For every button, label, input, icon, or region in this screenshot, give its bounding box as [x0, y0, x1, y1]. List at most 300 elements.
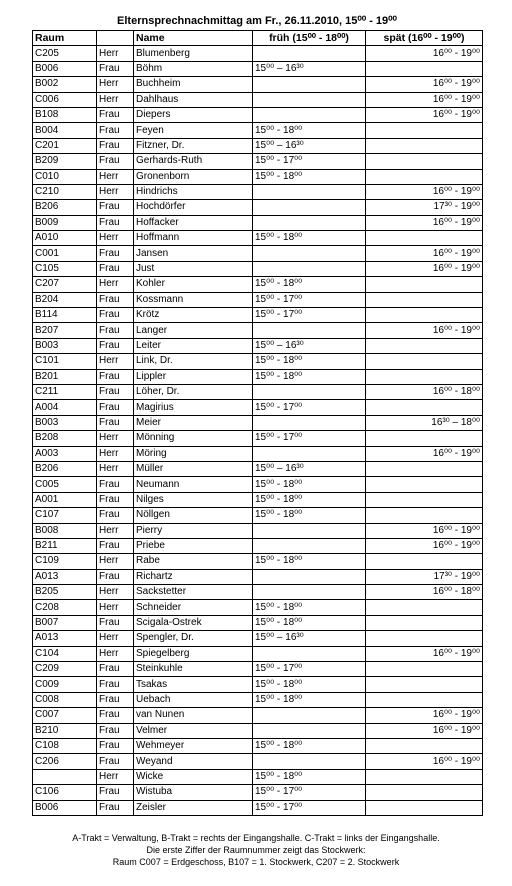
cell-name: Dahlhaus — [134, 92, 253, 107]
cell-name: Just — [134, 261, 253, 276]
cell-raum: C108 — [33, 738, 97, 753]
cell-name: Wehmeyer — [134, 738, 253, 753]
cell-name: Kohler — [134, 277, 253, 292]
cell-spaet: 16⁰⁰ - 19⁰⁰ — [366, 246, 483, 261]
cell-frueh — [253, 523, 366, 538]
cell-frueh: 15⁰⁰ - 17⁰⁰ — [253, 431, 366, 446]
cell-frueh: 15⁰⁰ – 16³⁰ — [253, 61, 366, 76]
cell-spaet — [366, 738, 483, 753]
cell-name: Zeisler — [134, 800, 253, 815]
cell-frueh — [253, 92, 366, 107]
table-row — [33, 769, 483, 784]
cell-raum: C208 — [33, 600, 97, 615]
table-row — [33, 662, 483, 677]
cell-frueh — [253, 569, 366, 584]
cell-raum: B004 — [33, 123, 97, 138]
header-spaet: spät (16⁰⁰ - 19⁰⁰) — [366, 31, 483, 46]
cell-spaet: 16⁰⁰ - 18⁰⁰ — [366, 384, 483, 399]
table-row — [33, 585, 483, 600]
cell-spaet — [366, 461, 483, 476]
table-row — [33, 231, 483, 246]
cell-frueh — [253, 261, 366, 276]
cell-spaet: 17³⁰ - 19⁰⁰ — [366, 200, 483, 215]
cell-anrede: Frau — [97, 738, 134, 753]
cell-name: Hochdörfer — [134, 200, 253, 215]
cell-anrede: Frau — [97, 369, 134, 384]
table-row — [33, 400, 483, 415]
table-row — [33, 738, 483, 753]
cell-anrede: Frau — [97, 708, 134, 723]
cell-anrede: Frau — [97, 246, 134, 261]
cell-raum: C005 — [33, 477, 97, 492]
header-frueh: früh (15⁰⁰ - 18⁰⁰) — [253, 31, 366, 46]
cell-spaet — [366, 615, 483, 630]
cell-spaet — [366, 692, 483, 707]
cell-raum: B009 — [33, 215, 97, 230]
cell-anrede: Herr — [97, 184, 134, 199]
table-row — [33, 61, 483, 76]
cell-spaet — [366, 292, 483, 307]
cell-frueh: 15⁰⁰ - 17⁰⁰ — [253, 785, 366, 800]
table-header-row — [33, 31, 483, 46]
cell-anrede: Herr — [97, 446, 134, 461]
table-row — [33, 292, 483, 307]
cell-raum: C201 — [33, 138, 97, 153]
cell-frueh — [253, 246, 366, 261]
cell-frueh — [253, 754, 366, 769]
cell-frueh — [253, 585, 366, 600]
cell-frueh: 15⁰⁰ - 18⁰⁰ — [253, 769, 366, 784]
cell-raum: C106 — [33, 785, 97, 800]
cell-raum: C109 — [33, 554, 97, 569]
cell-anrede: Herr — [97, 523, 134, 538]
cell-name: Magirius — [134, 400, 253, 415]
cell-frueh: 15⁰⁰ - 18⁰⁰ — [253, 677, 366, 692]
table-row — [33, 184, 483, 199]
cell-spaet: 16⁰⁰ - 19⁰⁰ — [366, 184, 483, 199]
cell-frueh — [253, 708, 366, 723]
table-row — [33, 138, 483, 153]
cell-frueh — [253, 215, 366, 230]
cell-spaet — [366, 631, 483, 646]
cell-spaet — [366, 677, 483, 692]
cell-frueh: 15⁰⁰ – 16³⁰ — [253, 461, 366, 476]
cell-raum: C210 — [33, 184, 97, 199]
table-row — [33, 723, 483, 738]
cell-anrede: Frau — [97, 677, 134, 692]
cell-spaet: 16⁰⁰ - 19⁰⁰ — [366, 261, 483, 276]
cell-name: Lippler — [134, 369, 253, 384]
cell-frueh: 15⁰⁰ - 17⁰⁰ — [253, 154, 366, 169]
cell-spaet — [366, 477, 483, 492]
cell-anrede: Frau — [97, 615, 134, 630]
cell-name: Böhm — [134, 61, 253, 76]
cell-frueh: 15⁰⁰ - 18⁰⁰ — [253, 492, 366, 507]
cell-name: Wicke — [134, 769, 253, 784]
cell-name: Hoffacker — [134, 215, 253, 230]
cell-spaet: 16⁰⁰ - 19⁰⁰ — [366, 107, 483, 122]
cell-raum: B114 — [33, 308, 97, 323]
table-row — [33, 246, 483, 261]
cell-raum: B209 — [33, 154, 97, 169]
cell-anrede: Herr — [97, 461, 134, 476]
cell-frueh: 15⁰⁰ - 17⁰⁰ — [253, 308, 366, 323]
cell-anrede: Frau — [97, 800, 134, 815]
table-row — [33, 692, 483, 707]
cell-name: Tsakas — [134, 677, 253, 692]
table-row — [33, 754, 483, 769]
table-row — [33, 554, 483, 569]
cell-frueh — [253, 384, 366, 399]
cell-spaet — [366, 338, 483, 353]
cell-anrede: Herr — [97, 46, 134, 61]
cell-spaet: 16⁰⁰ - 19⁰⁰ — [366, 446, 483, 461]
cell-name: Fitzner, Dr. — [134, 138, 253, 153]
cell-raum: C209 — [33, 662, 97, 677]
cell-spaet: 17³⁰ - 19⁰⁰ — [366, 569, 483, 584]
cell-raum: B008 — [33, 523, 97, 538]
cell-frueh — [253, 323, 366, 338]
cell-raum: C001 — [33, 246, 97, 261]
cell-spaet: 16⁰⁰ - 19⁰⁰ — [366, 723, 483, 738]
table-row — [33, 569, 483, 584]
cell-raum: B206 — [33, 200, 97, 215]
cell-anrede: Frau — [97, 200, 134, 215]
table-row — [33, 446, 483, 461]
cell-name: Nilges — [134, 492, 253, 507]
cell-raum: B006 — [33, 61, 97, 76]
table-row — [33, 354, 483, 369]
cell-raum: B211 — [33, 538, 97, 553]
cell-anrede: Herr — [97, 585, 134, 600]
table-row — [33, 46, 483, 61]
cell-raum: B201 — [33, 369, 97, 384]
cell-name: Schneider — [134, 600, 253, 615]
cell-anrede: Frau — [97, 785, 134, 800]
cell-raum: A013 — [33, 569, 97, 584]
cell-name: Buchheim — [134, 77, 253, 92]
cell-raum: C107 — [33, 508, 97, 523]
cell-raum: B003 — [33, 338, 97, 353]
cell-spaet: 16⁰⁰ - 19⁰⁰ — [366, 754, 483, 769]
cell-anrede: Frau — [97, 538, 134, 553]
cell-frueh: 15⁰⁰ - 17⁰⁰ — [253, 400, 366, 415]
table-row — [33, 646, 483, 661]
cell-spaet — [366, 277, 483, 292]
cell-frueh: 15⁰⁰ - 18⁰⁰ — [253, 477, 366, 492]
document-sheet — [32, 12, 482, 816]
cell-frueh: 15⁰⁰ – 16³⁰ — [253, 631, 366, 646]
cell-anrede: Frau — [97, 400, 134, 415]
cell-frueh: 15⁰⁰ - 18⁰⁰ — [253, 354, 366, 369]
cell-raum: B206 — [33, 461, 97, 476]
table-row — [33, 123, 483, 138]
cell-raum: B002 — [33, 77, 97, 92]
cell-raum: B006 — [33, 800, 97, 815]
cell-anrede: Frau — [97, 261, 134, 276]
cell-name: Gronenborn — [134, 169, 253, 184]
cell-spaet: 16⁰⁰ - 19⁰⁰ — [366, 646, 483, 661]
cell-name: Krötz — [134, 308, 253, 323]
cell-frueh: 15⁰⁰ - 18⁰⁰ — [253, 738, 366, 753]
cell-name: Mönning — [134, 431, 253, 446]
cell-name: Velmer — [134, 723, 253, 738]
cell-anrede: Herr — [97, 600, 134, 615]
table-row — [33, 338, 483, 353]
cell-frueh — [253, 415, 366, 430]
table-row — [33, 308, 483, 323]
cell-anrede: Herr — [97, 169, 134, 184]
cell-raum: B205 — [33, 585, 97, 600]
cell-anrede: Herr — [97, 354, 134, 369]
cell-name: van Nunen — [134, 708, 253, 723]
cell-frueh: 15⁰⁰ – 16³⁰ — [253, 138, 366, 153]
document-title: Elternsprechnachmittag am Fr., 26.11.2010, 15⁰⁰ - 19⁰⁰ — [117, 15, 397, 27]
table-row — [33, 785, 483, 800]
cell-frueh — [253, 107, 366, 122]
cell-anrede: Frau — [97, 415, 134, 430]
cell-raum: B003 — [33, 415, 97, 430]
table-row — [33, 92, 483, 107]
cell-raum: A010 — [33, 231, 97, 246]
table-row — [33, 492, 483, 507]
table-row — [33, 631, 483, 646]
cell-spaet: 16⁰⁰ - 19⁰⁰ — [366, 92, 483, 107]
cell-raum: B210 — [33, 723, 97, 738]
cell-anrede: Frau — [97, 215, 134, 230]
cell-frueh: 15⁰⁰ - 17⁰⁰ — [253, 292, 366, 307]
footer-line-1: A-Trakt = Verwaltung, B-Trakt = rechts der Eingangshalle. C-Trakt = links der Eingangshalle. — [72, 833, 440, 843]
cell-raum: C105 — [33, 261, 97, 276]
cell-spaet — [366, 354, 483, 369]
cell-anrede: Frau — [97, 338, 134, 353]
cell-anrede: Frau — [97, 723, 134, 738]
cell-spaet: 16³⁰ – 18⁰⁰ — [366, 415, 483, 430]
cell-raum: C007 — [33, 708, 97, 723]
cell-anrede: Herr — [97, 231, 134, 246]
cell-name: Möring — [134, 446, 253, 461]
cell-anrede: Frau — [97, 384, 134, 399]
cell-spaet: 16⁰⁰ - 19⁰⁰ — [366, 323, 483, 338]
cell-spaet — [366, 400, 483, 415]
cell-anrede: Herr — [97, 431, 134, 446]
cell-raum: C205 — [33, 46, 97, 61]
cell-raum: C010 — [33, 169, 97, 184]
table-row — [33, 461, 483, 476]
cell-name: Gerhards-Ruth — [134, 154, 253, 169]
cell-raum: A004 — [33, 400, 97, 415]
cell-anrede: Frau — [97, 477, 134, 492]
cell-name: Kossmann — [134, 292, 253, 307]
cell-name: Weyand — [134, 754, 253, 769]
table-row — [33, 200, 483, 215]
cell-spaet — [366, 785, 483, 800]
cell-spaet — [366, 800, 483, 815]
cell-frueh: 15⁰⁰ – 16³⁰ — [253, 338, 366, 353]
cell-anrede: Frau — [97, 154, 134, 169]
cell-raum: C009 — [33, 677, 97, 692]
table-row — [33, 508, 483, 523]
cell-name: Sackstetter — [134, 585, 253, 600]
table-row — [33, 538, 483, 553]
cell-frueh — [253, 77, 366, 92]
cell-name: Spiegelberg — [134, 646, 253, 661]
schedule-table — [32, 30, 483, 816]
cell-raum: B007 — [33, 615, 97, 630]
cell-spaet — [366, 123, 483, 138]
cell-frueh: 15⁰⁰ - 18⁰⁰ — [253, 123, 366, 138]
footer-line-2: Die erste Ziffer der Raumnummer zeigt das Stockwerk: — [146, 845, 366, 855]
table-row — [33, 369, 483, 384]
cell-frueh — [253, 723, 366, 738]
cell-raum: C207 — [33, 277, 97, 292]
header-anrede — [97, 31, 134, 46]
cell-anrede: Frau — [97, 692, 134, 707]
table-row — [33, 261, 483, 276]
table-row — [33, 277, 483, 292]
cell-name: Pierry — [134, 523, 253, 538]
header-name: Name — [134, 31, 253, 46]
table-row — [33, 677, 483, 692]
cell-raum: C206 — [33, 754, 97, 769]
cell-anrede: Frau — [97, 492, 134, 507]
cell-raum: B208 — [33, 431, 97, 446]
cell-spaet — [366, 231, 483, 246]
cell-name: Jansen — [134, 246, 253, 261]
cell-raum: B108 — [33, 107, 97, 122]
cell-name: Priebe — [134, 538, 253, 553]
header-raum: Raum — [33, 31, 97, 46]
cell-spaet — [366, 662, 483, 677]
cell-raum: A003 — [33, 446, 97, 461]
footer-note — [0, 832, 512, 868]
cell-name: Wistuba — [134, 785, 253, 800]
cell-frueh — [253, 538, 366, 553]
cell-name: Meier — [134, 415, 253, 430]
cell-raum: B207 — [33, 323, 97, 338]
table-row — [33, 615, 483, 630]
table-row — [33, 323, 483, 338]
table-row — [33, 431, 483, 446]
table-row — [33, 154, 483, 169]
table-row — [33, 169, 483, 184]
cell-spaet — [366, 308, 483, 323]
cell-spaet — [366, 169, 483, 184]
cell-name: Blumenberg — [134, 46, 253, 61]
table-row — [33, 708, 483, 723]
cell-name: Diepers — [134, 107, 253, 122]
cell-anrede: Frau — [97, 754, 134, 769]
cell-anrede: Herr — [97, 646, 134, 661]
cell-raum: C008 — [33, 692, 97, 707]
table-row — [33, 215, 483, 230]
cell-frueh: 15⁰⁰ - 18⁰⁰ — [253, 369, 366, 384]
table-row — [33, 384, 483, 399]
cell-spaet: 16⁰⁰ - 19⁰⁰ — [366, 77, 483, 92]
cell-name: Neumann — [134, 477, 253, 492]
cell-frueh — [253, 446, 366, 461]
cell-frueh: 15⁰⁰ - 18⁰⁰ — [253, 554, 366, 569]
cell-frueh — [253, 646, 366, 661]
cell-name: Langer — [134, 323, 253, 338]
cell-anrede: Frau — [97, 123, 134, 138]
cell-anrede: Frau — [97, 569, 134, 584]
cell-name: Scigala-Ostrek — [134, 615, 253, 630]
cell-raum: A001 — [33, 492, 97, 507]
cell-anrede: Herr — [97, 277, 134, 292]
cell-anrede: Frau — [97, 61, 134, 76]
cell-name: Nöllgen — [134, 508, 253, 523]
cell-anrede: Herr — [97, 554, 134, 569]
cell-spaet: 16⁰⁰ - 19⁰⁰ — [366, 215, 483, 230]
cell-frueh: 15⁰⁰ - 18⁰⁰ — [253, 231, 366, 246]
cell-name: Hindrichs — [134, 184, 253, 199]
table-row — [33, 523, 483, 538]
table-row — [33, 107, 483, 122]
cell-anrede: Frau — [97, 138, 134, 153]
cell-spaet — [366, 769, 483, 784]
cell-spaet — [366, 61, 483, 76]
cell-name: Löher, Dr. — [134, 384, 253, 399]
cell-spaet: 16⁰⁰ - 18⁰⁰ — [366, 585, 483, 600]
table-row — [33, 477, 483, 492]
cell-anrede: Frau — [97, 308, 134, 323]
cell-frueh: 15⁰⁰ - 18⁰⁰ — [253, 508, 366, 523]
cell-anrede: Herr — [97, 769, 134, 784]
cell-raum: A013 — [33, 631, 97, 646]
cell-name: Hoffmann — [134, 231, 253, 246]
cell-spaet — [366, 138, 483, 153]
cell-anrede: Herr — [97, 77, 134, 92]
cell-anrede: Frau — [97, 107, 134, 122]
cell-raum: C104 — [33, 646, 97, 661]
cell-spaet: 16⁰⁰ - 19⁰⁰ — [366, 523, 483, 538]
cell-name: Spengler, Dr. — [134, 631, 253, 646]
cell-frueh: 15⁰⁰ - 17⁰⁰ — [253, 662, 366, 677]
cell-spaet — [366, 492, 483, 507]
cell-name: Rabe — [134, 554, 253, 569]
cell-raum: C211 — [33, 384, 97, 399]
cell-anrede: Frau — [97, 662, 134, 677]
cell-frueh — [253, 184, 366, 199]
cell-name: Richartz — [134, 569, 253, 584]
table-row — [33, 77, 483, 92]
footer-line-3: Raum C007 = Erdgeschoss, B107 = 1. Stockwerk, C207 = 2. Stockwerk — [112, 857, 400, 867]
cell-raum — [33, 769, 97, 784]
table-row — [33, 600, 483, 615]
cell-name: Müller — [134, 461, 253, 476]
cell-spaet — [366, 508, 483, 523]
cell-name: Link, Dr. — [134, 354, 253, 369]
cell-frueh: 15⁰⁰ - 17⁰⁰ — [253, 800, 366, 815]
cell-frueh — [253, 46, 366, 61]
cell-frueh: 15⁰⁰ - 18⁰⁰ — [253, 600, 366, 615]
cell-frueh: 15⁰⁰ - 18⁰⁰ — [253, 169, 366, 184]
cell-spaet: 16⁰⁰ - 19⁰⁰ — [366, 708, 483, 723]
cell-spaet — [366, 600, 483, 615]
cell-frueh: 15⁰⁰ - 18⁰⁰ — [253, 692, 366, 707]
cell-name: Uebach — [134, 692, 253, 707]
cell-name: Leiter — [134, 338, 253, 353]
cell-anrede: Herr — [97, 92, 134, 107]
table-row — [33, 415, 483, 430]
cell-spaet — [366, 369, 483, 384]
cell-spaet: 16⁰⁰ - 19⁰⁰ — [366, 538, 483, 553]
cell-raum: B204 — [33, 292, 97, 307]
cell-name: Steinkuhle — [134, 662, 253, 677]
cell-anrede: Frau — [97, 292, 134, 307]
cell-raum: C101 — [33, 354, 97, 369]
